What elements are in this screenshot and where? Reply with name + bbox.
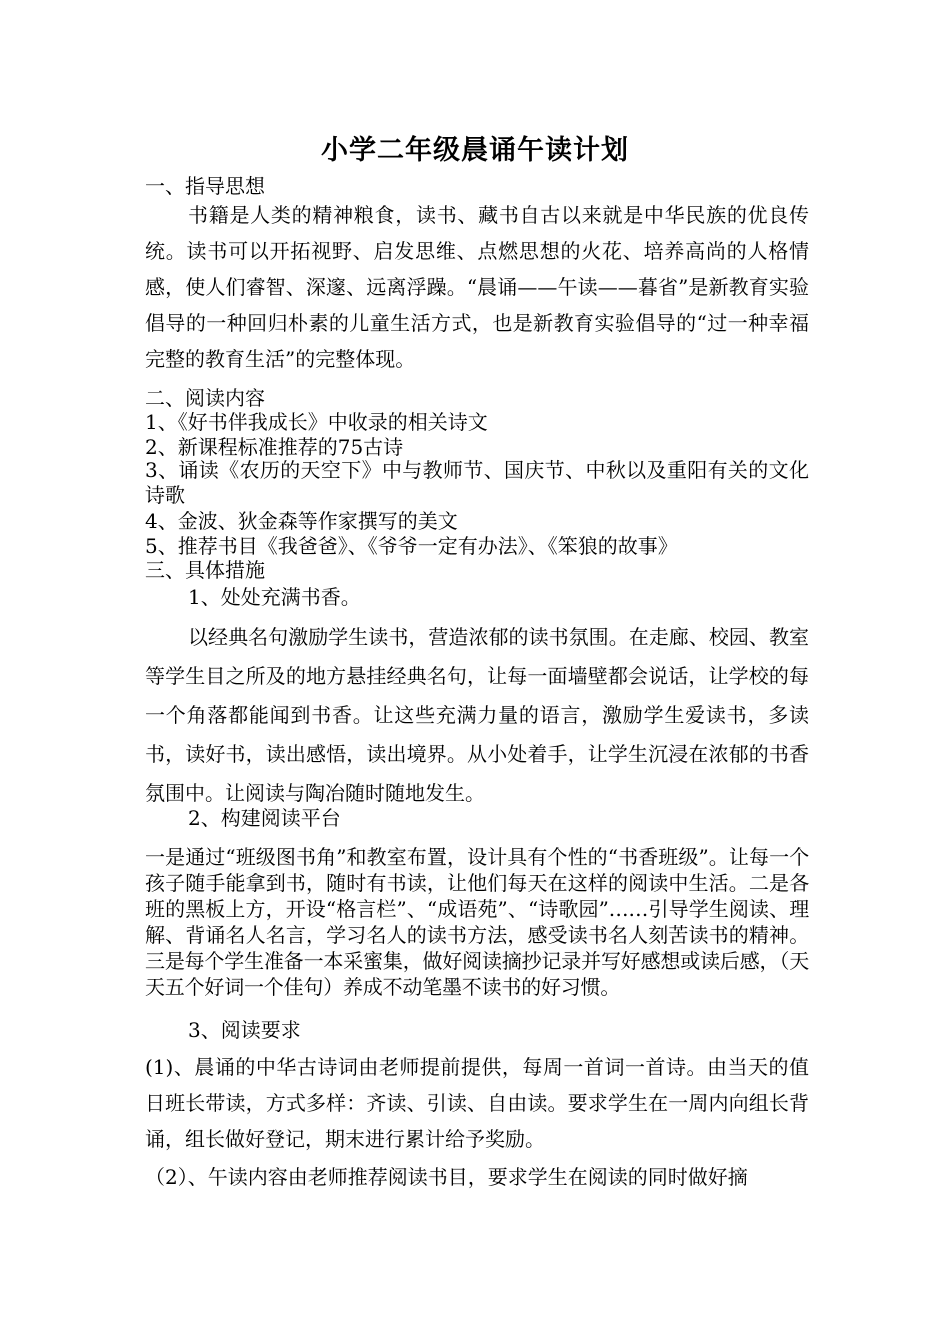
paragraph-measure-1: 以经典名句激励学生读书，营造浓郁的读书氛围。在走廊、校园、教室等学生目之所及的地方悬挂经典名句，让每一面墙壁都会说话，让学校的每一个角落都能闻到书香。让这些充满力量的语言，激励学生爱读书，多读书，读好书，读出感悟，读出境界。从小处着手，让学生沉浸在浓郁的书香氛围中。让阅读与陶冶随时随地发生。	[145, 625, 809, 805]
list-item: 1、《好书伴我成长》中收录的相关诗文	[145, 410, 488, 434]
list-item: 2、新课程标准推荐的75古诗	[145, 435, 404, 459]
subheading-measure-1: 1、处处充满书香。	[188, 585, 361, 609]
list-item: 4、金波、狄金森等作家撰写的美文	[145, 509, 458, 533]
list-item: 3、诵读《农历的天空下》中与教师节、国庆节、中秋以及重阳有关的文化诗歌	[145, 458, 809, 507]
subheading-measure-2: 2、构建阅读平台	[188, 806, 341, 830]
section-heading-guiding-ideology: 一、指导思想	[145, 174, 265, 198]
list-item: 5、推荐书目《我爸爸》、《爷爷一定有办法》、《笨狼的故事》	[145, 534, 678, 558]
paragraph-requirement-2: （2）、午读内容由老师推荐阅读书目，要求学生在阅读的同时做好摘	[145, 1165, 748, 1189]
subheading-measure-3: 3、阅读要求	[188, 1018, 301, 1042]
paragraph-guiding-ideology: 书籍是人类的精神粮食，读书、藏书自古以来就是中华民族的优良传统。读书可以开拓视野、启发思维、点燃思想的火花、培养高尚的人格情感，使人们睿智、深邃、远离浮躁。“晨诵——午读——暮省”是新教育实验倡导的一种回归朴素的儿童生活方式，也是新教育实验倡导的“过一种幸福完整的教育生活”的完整体现。	[145, 203, 809, 371]
section-heading-measures: 三、具体措施	[145, 558, 265, 582]
paragraph-measure-2: 一是通过“班级图书角”和教室布置，设计具有个性的“书香班级”。让每一个孩子随手能拿到书，随时有书读，让他们每天在这样的阅读中生活。二是各班的黑板上方，开设“格言栏”、“成语苑”、“诗歌园”……引导学生阅读、理解、背诵名人名言，学习名人的读书方法，感受读书名人刻苦读书的精神。三是每个学生准备一本采蜜集，做好阅读摘抄记录并写好感想或读后感，（天天五个好词一个佳句）养成不动笔墨不读书的好习惯。	[145, 845, 809, 999]
section-heading-reading-content: 二、阅读内容	[145, 386, 265, 410]
page-title: 小学二年级晨诵午读计划	[321, 135, 629, 166]
paragraph-requirement-1: (1)、晨诵的中华古诗词由老师提前提供，每周一首词一首诗。由当天的值日班长带读，方式多样：齐读、引读、自由读。要求学生在一周内向组长背诵，组长做好登记，期末进行累计给予奖励。	[145, 1055, 809, 1151]
